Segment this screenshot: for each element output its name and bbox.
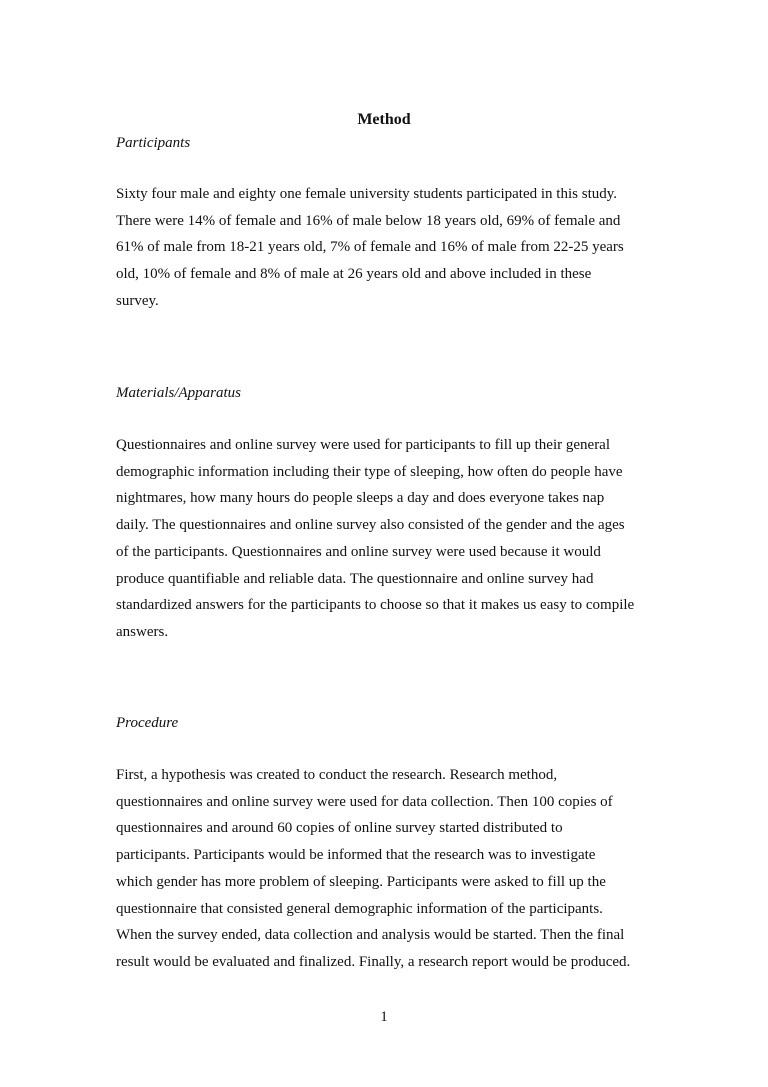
- paragraph-line: Questionnaires and online survey were used for participants to fill up their general: [116, 437, 611, 453]
- paragraph-line: answers.: [116, 623, 169, 640]
- paragraph-line: survey.: [116, 292, 159, 309]
- paragraph-line: nightmares, how many hours do people sleeps a day and does everyone takes nap: [116, 490, 605, 507]
- section-heading-materials: Materials/Apparatus: [116, 385, 242, 401]
- paragraph-line: questionnaires and online survey were used for data collection. Then 100 copies of: [116, 793, 613, 810]
- paragraph-line: questionnaires and around 60 copies of online survey started distributed to: [116, 820, 563, 837]
- paragraph-line: Sixty four male and eighty one female university students participated in this study.: [116, 186, 618, 202]
- paragraph-line: questionnaire that consisted general demographic information of the participants.: [116, 900, 603, 917]
- paragraph-line: participants. Participants would be informed that the research was to investigate: [116, 847, 596, 864]
- paragraph-line: There were 14% of female and 16% of male below 18 years old, 69% of female and: [116, 212, 621, 229]
- procedure-paragraph: [116, 762, 656, 976]
- paragraph-line: produce quantifiable and reliable data. The questionnaire and online survey had: [116, 570, 594, 587]
- paragraph-line: standardized answers for the participants to choose so that it makes us easy to compile: [116, 597, 635, 614]
- paragraph-line: result would be evaluated and finalized. Finally, a research report would be produced.: [116, 953, 631, 970]
- paragraph-line: daily. The questionnaires and online survey also consisted of the gender and the ages: [116, 517, 625, 534]
- paragraph-line: When the survey ended, data collection and analysis would be started. Then the final: [116, 927, 625, 944]
- materials-paragraph: [116, 432, 656, 646]
- page-number: 1: [380, 1009, 388, 1025]
- paragraph-line: demographic information including their type of sleeping, how often do people have: [116, 463, 623, 480]
- page-title: Method: [357, 111, 411, 128]
- paragraph-line: 61% of male from 18-21 years old, 7% of female and 16% of male from 22-25 years: [116, 239, 624, 256]
- paragraph-line: which gender has more problem of sleeping. Participants were asked to fill up the: [116, 873, 606, 890]
- paragraph-line: old, 10% of female and 8% of male at 26 years old and above included in these: [116, 266, 592, 283]
- section-heading-procedure: Procedure: [116, 715, 179, 731]
- participants-paragraph: [116, 181, 656, 315]
- section-heading-participants: Participants: [116, 135, 191, 151]
- paragraph-line: First, a hypothesis was created to conduct the research. Research method,: [116, 767, 558, 783]
- paragraph-line: of the participants. Questionnaires and online survey were used because it would: [116, 543, 601, 560]
